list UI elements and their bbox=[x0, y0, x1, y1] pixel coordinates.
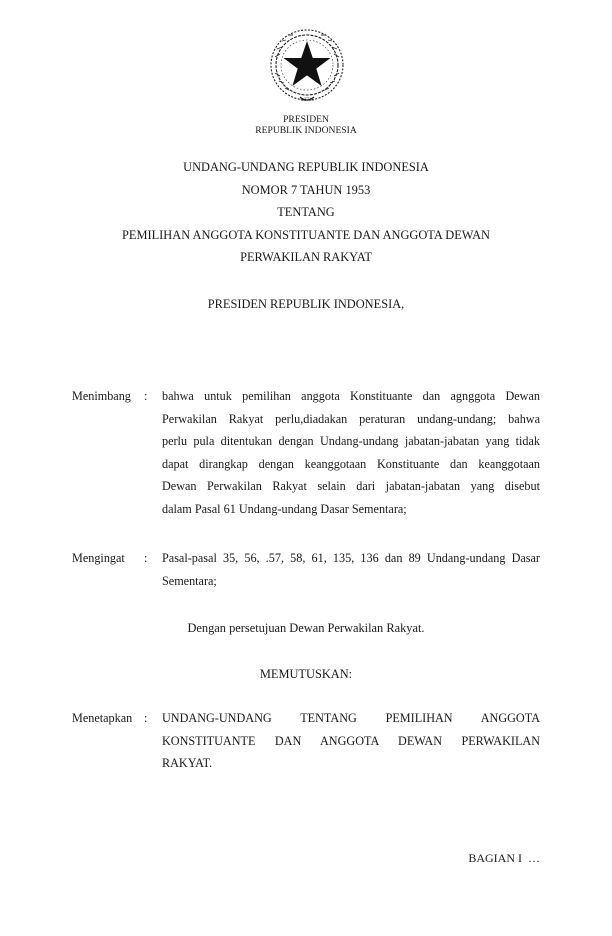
menimbang-body bbox=[162, 385, 540, 521]
mengingat-section bbox=[72, 547, 540, 592]
approval-statement: Dengan persetujuan Dewan Perwakilan Rakyat. bbox=[187, 621, 425, 635]
menetapkan-section bbox=[72, 707, 540, 775]
menetapkan-line: KONSTITUANTE DAN ANGGOTA DEWAN PERWAKILAN bbox=[162, 733, 540, 748]
mengingat-colon: : bbox=[144, 551, 148, 565]
enacting-authority: PRESIDEN REPUBLIK INDONESIA, bbox=[207, 297, 405, 311]
menimbang-label: Menimbang bbox=[72, 389, 131, 403]
title-line-subject-cont: PERWAKILAN RAKYAT bbox=[240, 250, 372, 264]
mengingat-label: Mengingat bbox=[72, 551, 125, 565]
title-line-number: NOMOR 7 TAHUN 1953 bbox=[241, 183, 371, 197]
office-line-republik: REPUBLIK INDONESIA bbox=[255, 125, 357, 136]
menimbang-section bbox=[72, 385, 540, 521]
office-line-presiden: PRESIDEN bbox=[283, 114, 329, 125]
menimbang-line: Perwakilan Rakyat perlu,diadakan peraturan undang-undang; bahwa bbox=[162, 411, 540, 426]
menimbang-line: dapat dirangkap dengan keanggotaan Konstituante dan keanggotaan bbox=[162, 456, 540, 471]
mengingat-body bbox=[162, 547, 540, 592]
mengingat-line: Pasal-pasal 35, 56, .57, 58, 61, 135, 136 dan 89 Undang-undang Dasar bbox=[162, 551, 540, 565]
menimbang-line: dalam Pasal 61 Undang-undang Dasar Sementara; bbox=[162, 501, 407, 516]
decision-heading: MEMUTUSKAN: bbox=[259, 667, 353, 681]
title-line-subject: PEMILIHAN ANGGOTA KONSTITUANTE DAN ANGGOTA DEWAN bbox=[122, 228, 490, 242]
title-line-1: UNDANG-UNDANG REPUBLIK INDONESIA bbox=[183, 160, 429, 174]
menimbang-line: bahwa untuk pemilihan anggota Konstituante dan agnggota Dewan bbox=[162, 389, 540, 403]
continuation-marker: BAGIAN I … bbox=[468, 851, 540, 865]
menetapkan-line: RAKYAT. bbox=[162, 756, 213, 771]
menetapkan-label: Menetapkan bbox=[72, 711, 133, 725]
menetapkan-line: UNDANG-UNDANG TENTANG PEMILIHAN ANGGOTA bbox=[162, 711, 540, 725]
svg-text:\u2715: \u2715 bbox=[300, 98, 314, 103]
menimbang-line: Dewan Perwakilan Rakyat selain dari jabatan-jabatan yang disebut bbox=[162, 479, 540, 494]
menetapkan-body bbox=[162, 707, 540, 775]
menetapkan-colon: : bbox=[144, 711, 148, 725]
menimbang-colon: : bbox=[144, 389, 148, 403]
presidential-emblem-icon bbox=[267, 27, 347, 105]
menimbang-line: perlu pula ditentukan dengan Undang-undang jabatan-jabatan yang tidak bbox=[162, 434, 540, 449]
title-line-tentang: TENTANG bbox=[277, 205, 335, 219]
mengingat-line: Sementara; bbox=[162, 573, 217, 588]
